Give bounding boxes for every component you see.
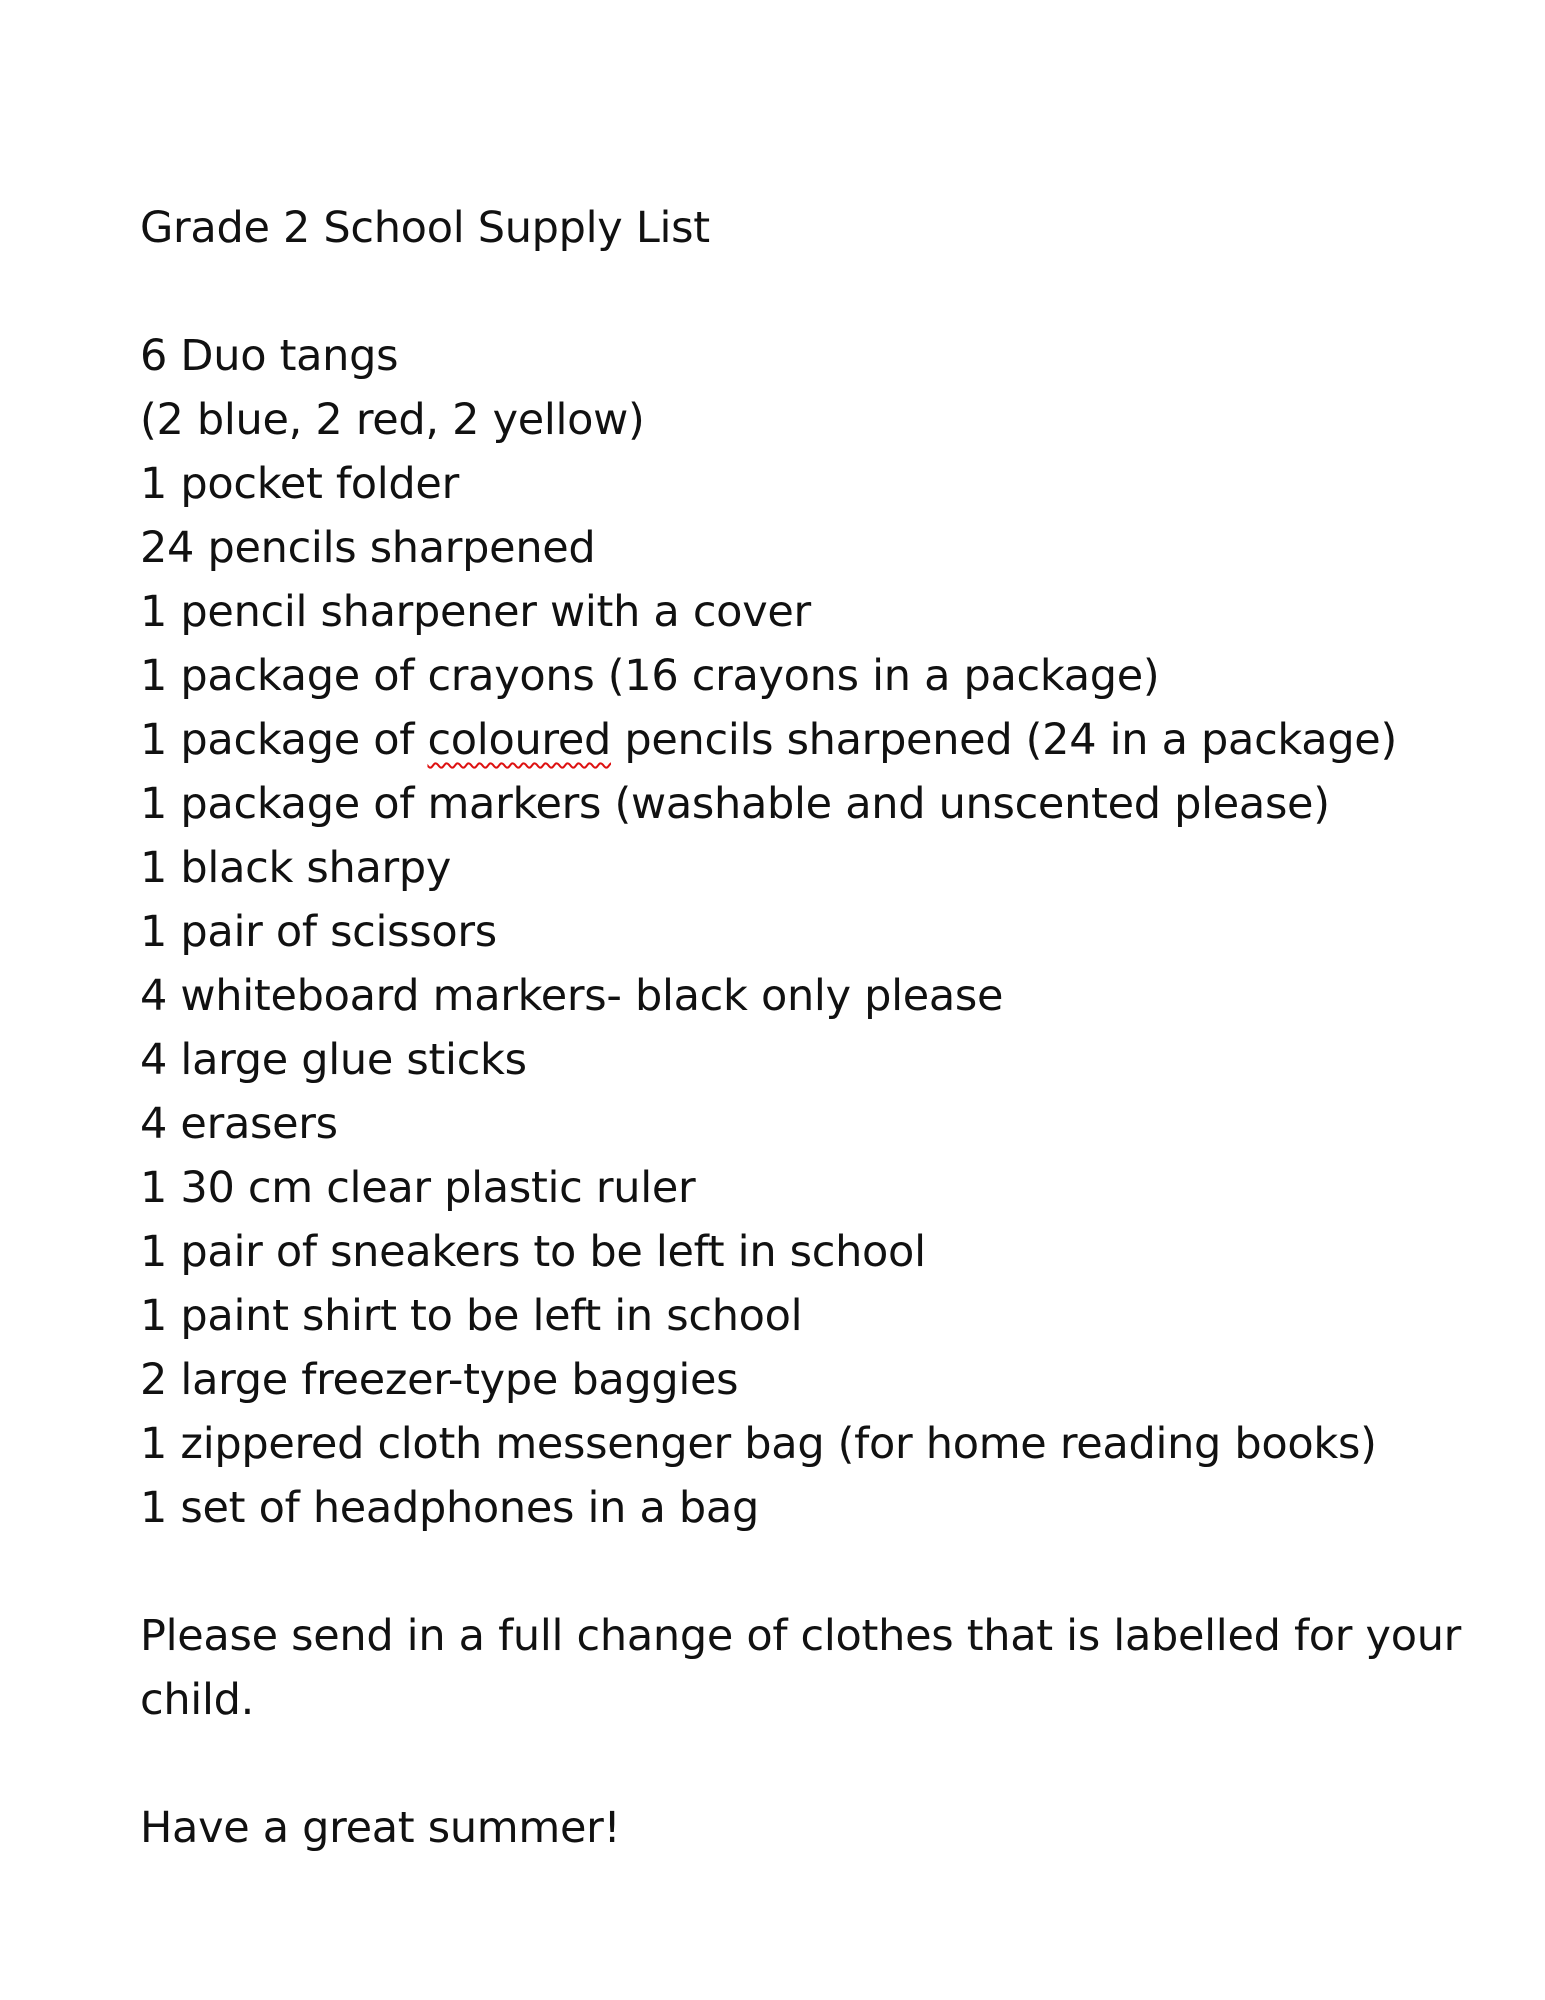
list-item: 1 pair of sneakers to be left in school [140,1227,926,1277]
list-item-text: pencils sharpened (24 in a package) [611,715,1397,765]
page-title: Grade 2 School Supply List [140,203,710,253]
list-item: 1 black sharpy [140,843,452,893]
list-item-text: 1 package of [140,715,428,765]
list-item: 1 pair of scissors [140,907,497,957]
supply-list [140,324,1510,1540]
list-item: 6 Duo tangs [140,331,399,381]
list-item: 1 set of headphones in a bag [140,1483,759,1533]
list-item: 1 package of markers (washable and unscented please) [140,779,1330,829]
list-item: 1 paint shirt to be left in school [140,1291,803,1341]
list-item: 1 zippered cloth messenger bag (for home reading books) [140,1419,1377,1469]
list-item [140,708,1510,772]
document-page [140,196,1510,1860]
list-item: 4 erasers [140,1099,338,1149]
closing-line: Have a great summer! [140,1803,621,1853]
list-item: 4 whiteboard markers- black only please [140,971,1004,1021]
list-item: 1 30 cm clear plastic ruler [140,1163,696,1213]
clothes-note: Please send in a full change of clothes that is labelled for your child. [140,1611,1462,1725]
list-item: 2 large freezer-type baggies [140,1355,739,1405]
list-item: 4 large glue sticks [140,1035,527,1085]
list-item: 24 pencils sharpened [140,523,596,573]
list-item: 1 pencil sharpener with a cover [140,587,811,637]
list-item: (2 blue, 2 red, 2 yellow) [140,395,645,445]
list-item: 1 pocket folder [140,459,459,509]
spelling-error-word[interactable]: coloured [427,715,611,765]
list-item: 1 package of crayons (16 crayons in a package) [140,651,1160,701]
